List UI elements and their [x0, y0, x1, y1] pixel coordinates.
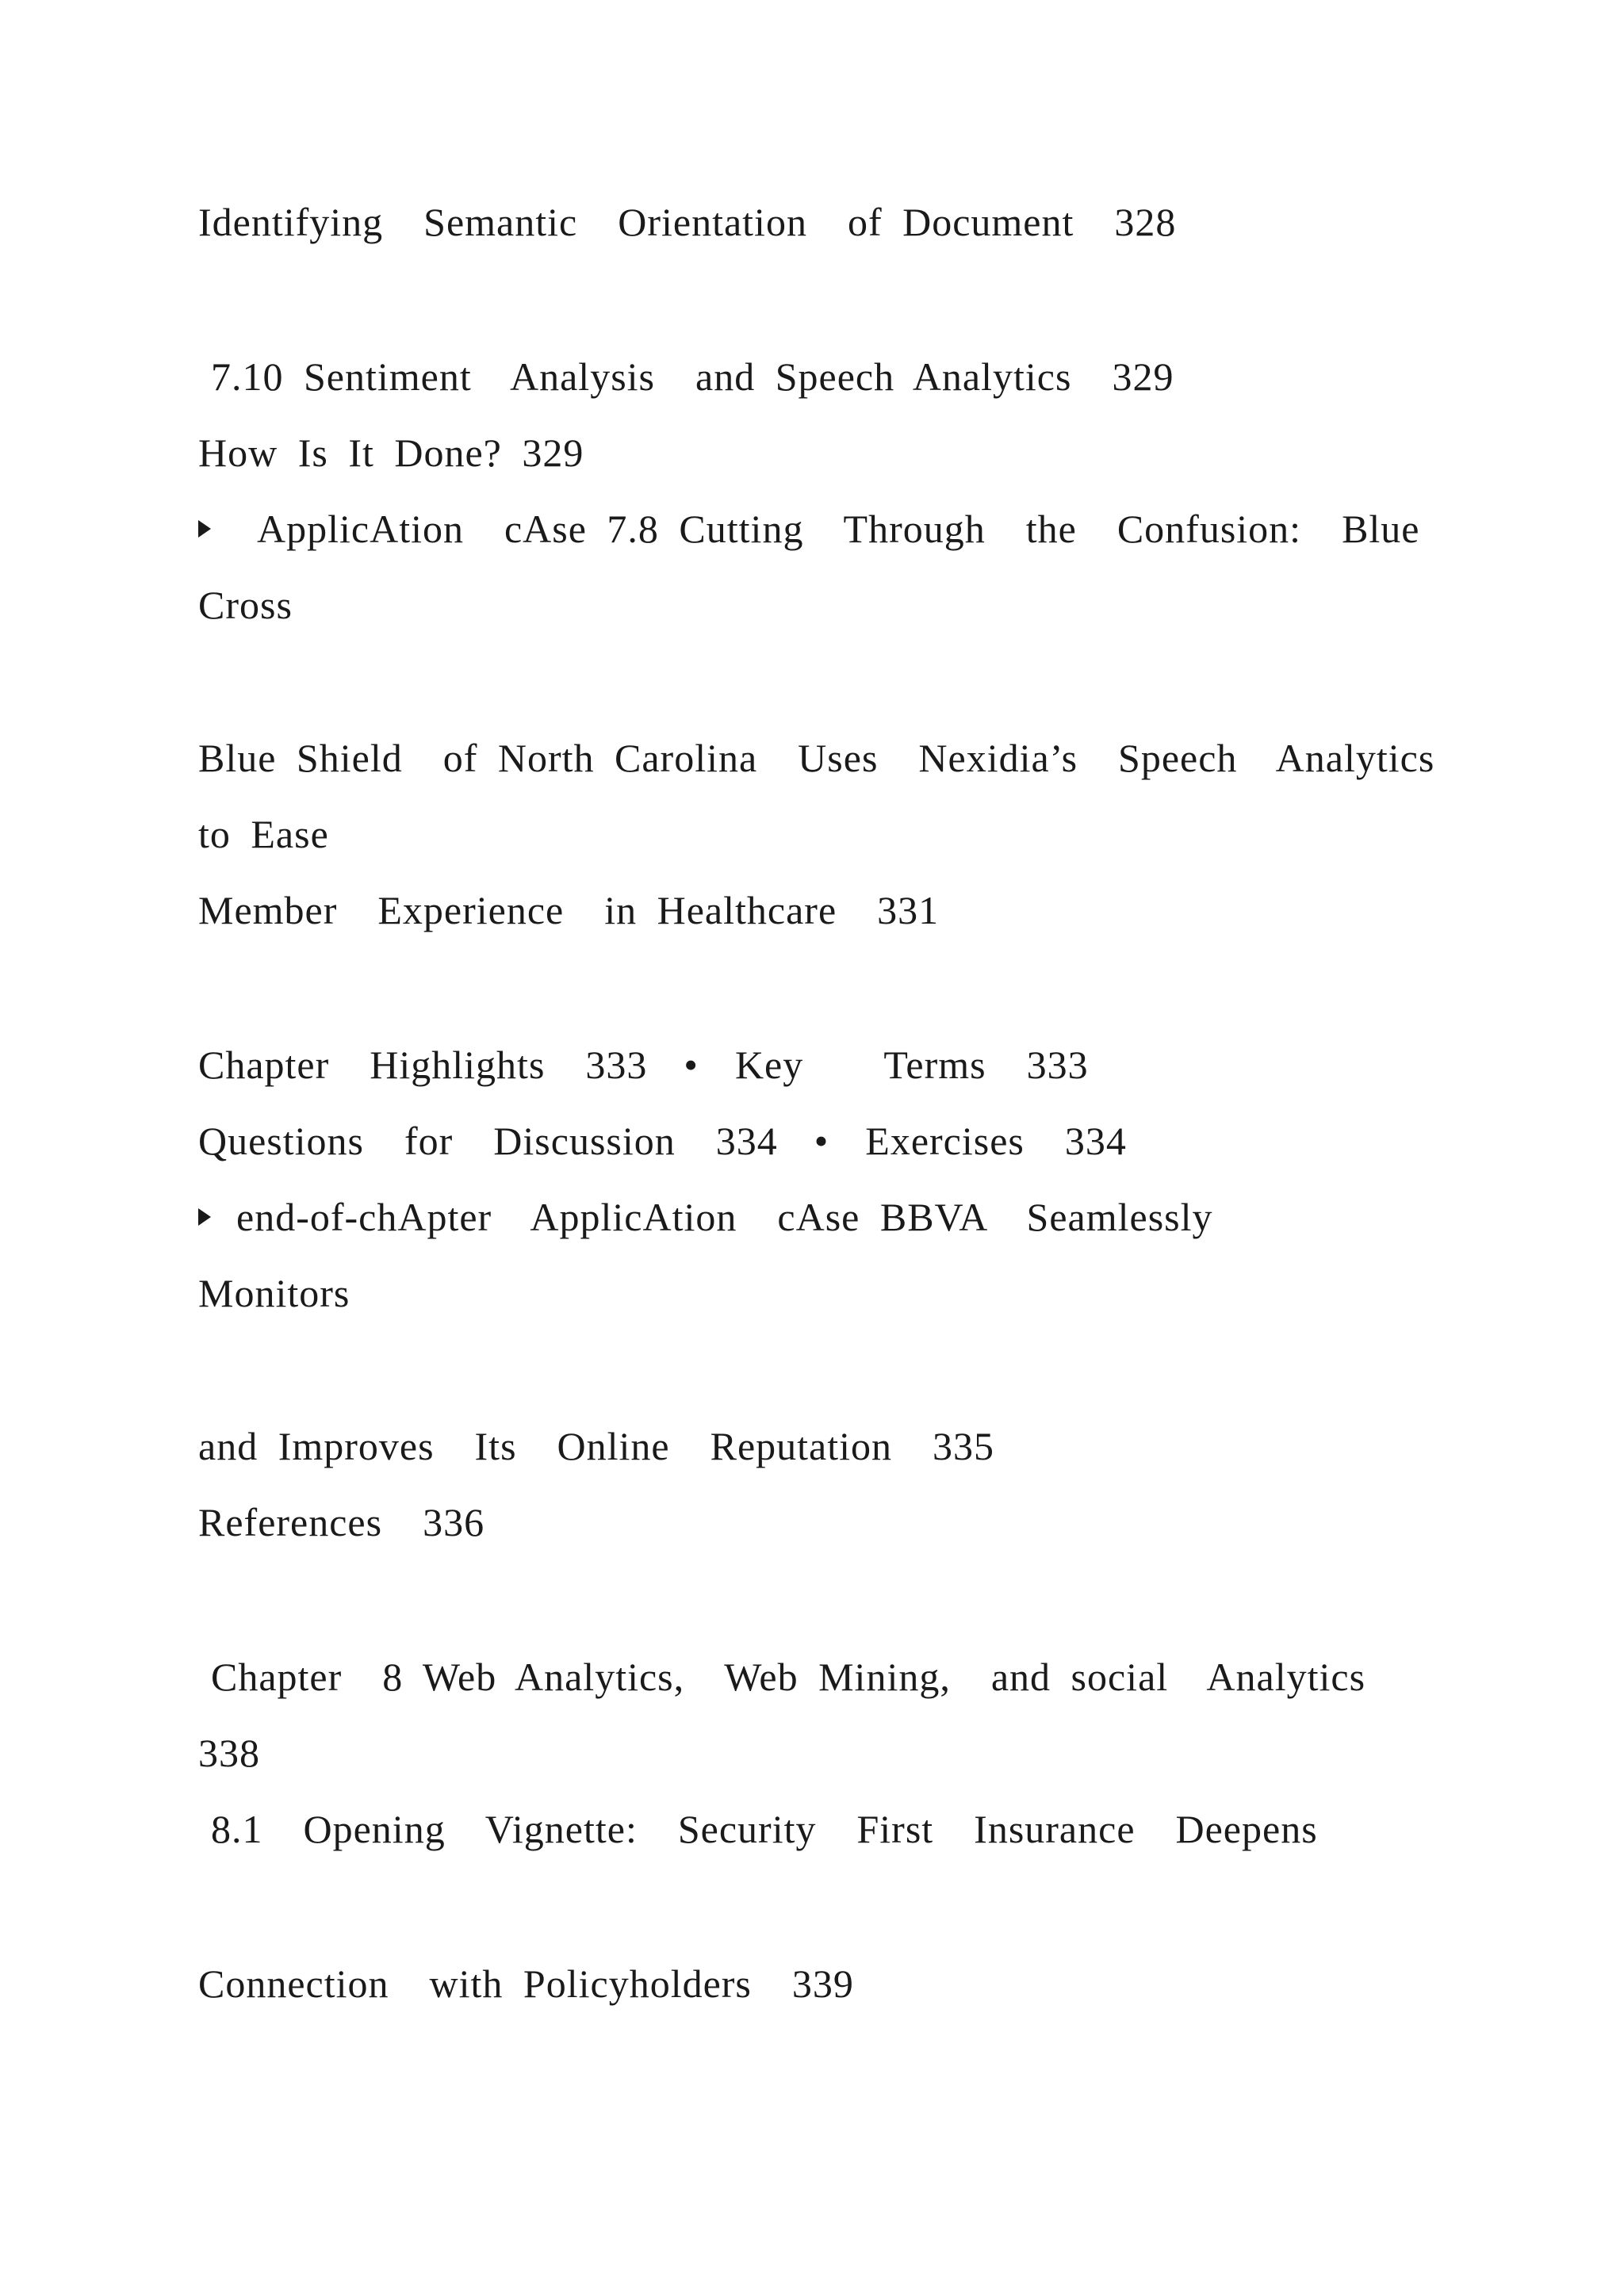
toc-end-of-chapter-case-cont: Monitors [198, 1271, 350, 1315]
application-case-7-8-title: ApplicAtion cAse 7.8 Cutting Through the Confusion: Blue [257, 507, 1420, 551]
toc-section-8-1: 8.1 Opening Vignette: Security First Insurance Deepens [211, 1807, 1318, 1851]
toc-chapter-8-page: 338 [198, 1731, 260, 1775]
toc-application-case-7-8-cont-2: Blue Shield of North Carolina Uses Nexidia’s Speech Analytics [198, 736, 1435, 780]
toc-section-7-10: 7.10 Sentiment Analysis and Speech Analytics 329 [211, 354, 1174, 399]
key-terms-entry: Key Terms 333 [734, 1043, 1089, 1087]
end-of-chapter-case-title: end-of-chApter ApplicAtion cAse BBVA Seamlessly [236, 1195, 1213, 1239]
toc-chapter-highlights-key-terms [198, 1041, 1089, 1089]
toc-end-of-chapter-case [198, 1193, 1213, 1241]
toc-end-of-chapter-case-cont-2: and Improves Its Online Reputation 335 [198, 1424, 995, 1468]
questions-entry: Questions for Discussion 334 [198, 1119, 778, 1163]
triangle-right-icon [198, 520, 211, 538]
toc-chapter-8-heading: Chapter 8 Web Analytics, Web Mining, and social Analytics [211, 1655, 1366, 1699]
toc-entry-identifying-semantic-orientation: Identifying Semantic Orientation of Document 328 [198, 200, 1177, 244]
toc-application-case-7-8-cont-3: to Ease [198, 812, 329, 856]
toc-application-case-7-8-cont-4: Member Experience in Healthcare 331 [198, 888, 940, 932]
triangle-right-icon [198, 1208, 211, 1226]
toc-section-8-1-cont: Connection with Policyholders 339 [198, 1961, 854, 2006]
toc-application-case-7-8-cont: Cross [198, 583, 293, 627]
toc-questions-exercises [198, 1117, 1127, 1165]
toc-application-case-7-8 [198, 505, 1420, 553]
bullet-separator: • [814, 1119, 829, 1163]
bullet-separator: • [684, 1043, 699, 1087]
chapter-highlights-entry: Chapter Highlights 333 [198, 1043, 648, 1087]
toc-entry-how-is-it-done: How Is It Done? 329 [198, 430, 584, 475]
exercises-entry: Exercises 334 [865, 1119, 1127, 1163]
toc-references: References 336 [198, 1500, 485, 1544]
